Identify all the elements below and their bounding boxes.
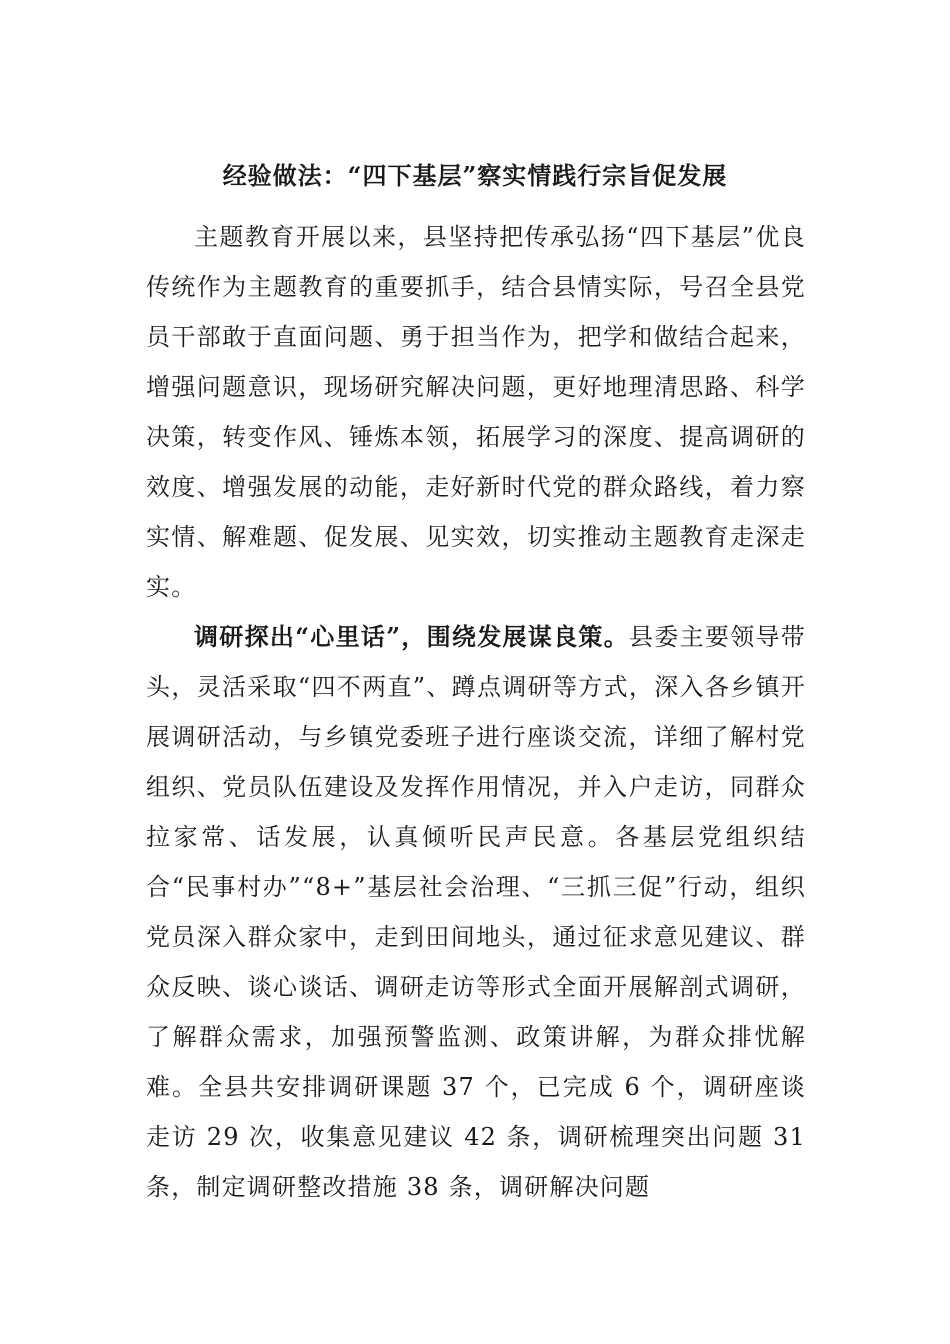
paragraph-research-lead: 调研探出“心里话”，围绕发展谋良策。 [194, 622, 629, 651]
paragraph-intro-text: 主题教育开展以来，县坚持把传承弘扬“四下基层”优良传统作为主题教育的重要抓手，结合县情实际，号召全县党员干部敢于直面问题、勇于担当作为，把学和做结合起来，增强问题意识，现场研究解决问题，更好地理清思路、科学决策，转变作风、锤炼本领，拓展学习的深度、提高调研的效度、增强发展的动能，走好新时代党的群众路线，着力察实情、解难题、促发展、见实效，切实推动主题教育走深走实。 [146, 223, 806, 601]
paragraph-research-text: 县委主要领导带头，灵活采取“四不两直”、蹲点调研等方式，深入各乡镇开展调研活动，与乡镇党委班子进行座谈交流，详细了解村党组织、党员队伍建设及发挥作用情况，并入户走访，同群众拉家常、话发展，认真倾听民声民意。各基层党组织结合“民事村办”“8+”基层社会治理、“三抓三促”行动，组织党员深入群众家中，走到田间地头，通过征求意见建议、群众反映、谈心谈话、调研走访等形式全面开展解剖式调研，了解群众需求，加强预警监测、政策讲解，为群众排忧解难。全县共安排调研课题 37 个，已完成 6 个，调研座谈走访 29 次，收集意见建议 42 条，调研梳理突出问题 31 条，制定调研整改措施 38 条，调研解决问题 [146, 623, 806, 1201]
document-title: 经验做法：“四下基层”察实情践行宗旨促发展 [222, 161, 728, 190]
paragraph-intro [146, 212, 806, 612]
paragraph-research [146, 612, 806, 1212]
